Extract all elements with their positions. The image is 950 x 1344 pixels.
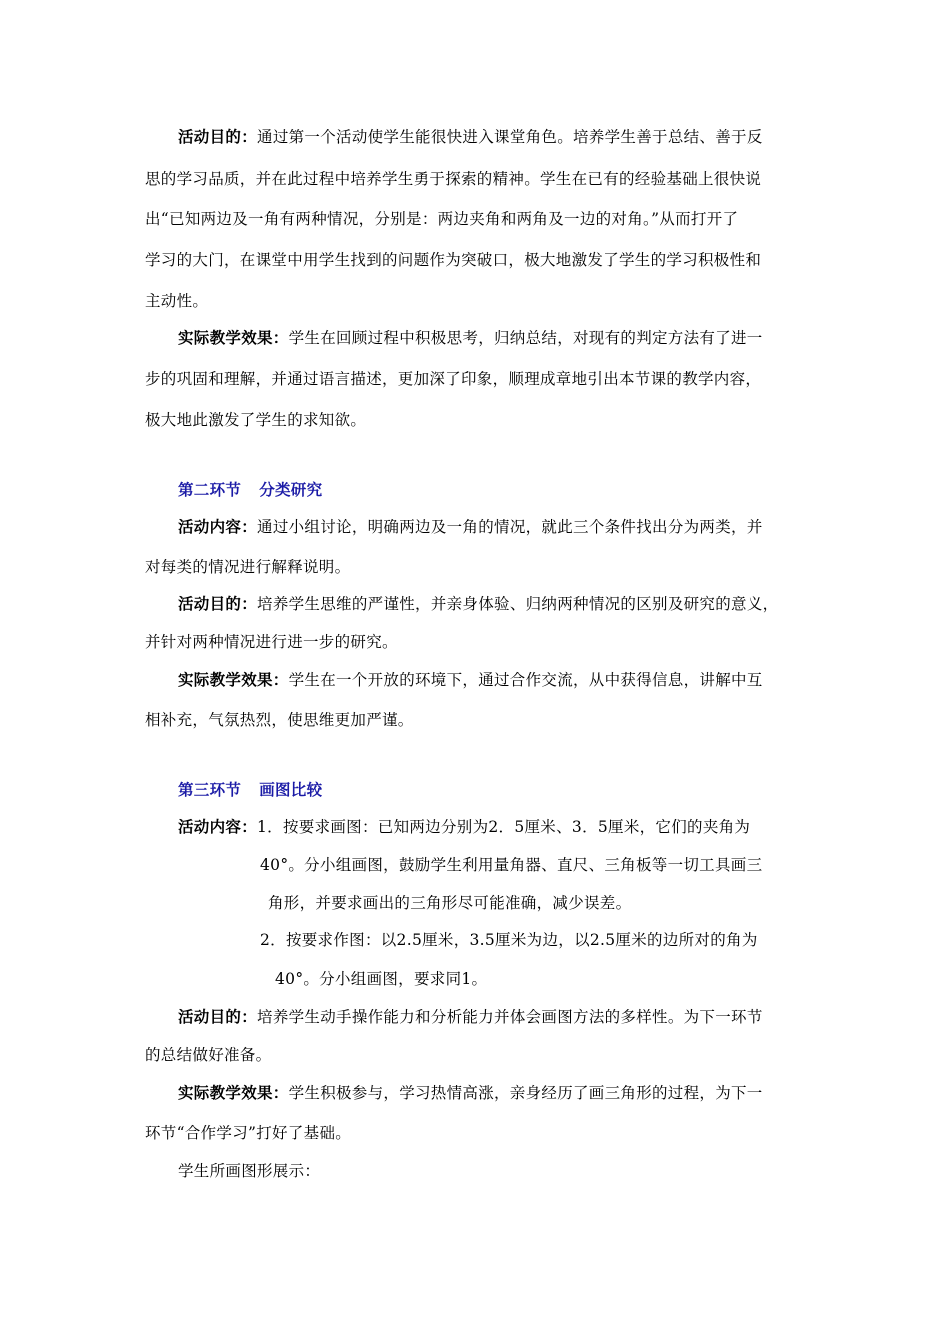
section-title: 分类研究 bbox=[259, 480, 323, 499]
text-line: 并针对两种情况进行进一步的研究。 bbox=[145, 633, 398, 651]
text-line: 环节“合作学习”打好了基础。 bbox=[145, 1124, 352, 1142]
section-part: 第三环节 bbox=[178, 780, 242, 799]
text-line: 学生在回顾过程中积极思考，归纳总结，对现有的判定方法有了进一 bbox=[288, 329, 763, 347]
section-part: 第二环节 bbox=[178, 480, 242, 499]
paragraph-purpose-3 bbox=[178, 1007, 763, 1027]
purpose-label: 活动目的： bbox=[178, 594, 258, 613]
effect-label: 实际教学效果： bbox=[178, 328, 289, 347]
text-line: 对每类的情况进行解释说明。 bbox=[145, 558, 351, 576]
text-line: 40°。分小组画图，要求同1。 bbox=[275, 970, 488, 988]
text-line: 步的巩固和理解，并通过语言描述，更加深了印象，顺理成章地引出本节课的教学内容， bbox=[145, 370, 762, 388]
text-line: 角形，并要求画出的三角形尽可能准确，减少误差。 bbox=[268, 894, 632, 912]
showcase-caption: 学生所画图形展示： bbox=[178, 1162, 321, 1180]
text-line: 培养学生思维的严谨性，并亲身体验、归纳两种情况的区别及研究的意义， bbox=[257, 595, 779, 613]
text-line: 思的学习品质，并在此过程中培养学生勇于探索的精神。学生在已有的经验基础上很快说 bbox=[145, 170, 762, 188]
content-label: 活动内容： bbox=[178, 517, 258, 536]
effect-label: 实际教学效果： bbox=[178, 670, 289, 689]
content-label: 活动内容： bbox=[178, 817, 258, 836]
text-line: 1．按要求画图：已知两边分别为2．5厘米、3．5厘米，它们的夹角为 bbox=[257, 818, 751, 836]
text-line: 学习的大门，在课堂中用学生找到的问题作为突破口，极大地激发了学生的学习积极性和 bbox=[145, 251, 762, 269]
purpose-label: 活动目的： bbox=[178, 127, 258, 146]
text-line: 40°。分小组画图，鼓励学生利用量角器、直尺、三角板等一切工具画三 bbox=[260, 856, 763, 874]
text-line: 出“已知两边及一角有两种情况，分别是：两边夹角和两角及一边的对角。”从而打开了 bbox=[145, 210, 739, 228]
section-heading-3 bbox=[178, 780, 322, 800]
text-line: 学生积极参与，学习热情高涨，亲身经历了画三角形的过程，为下一 bbox=[288, 1084, 763, 1102]
section-heading-2 bbox=[178, 480, 322, 500]
section-title: 画图比较 bbox=[259, 780, 323, 799]
paragraph-purpose-2 bbox=[178, 594, 778, 614]
purpose-label: 活动目的： bbox=[178, 1007, 258, 1026]
text-line: 培养学生动手操作能力和分析能力并体会画图方法的多样性。为下一环节 bbox=[257, 1008, 763, 1026]
paragraph-content-3 bbox=[178, 817, 750, 837]
text-line: 的总结做好准备。 bbox=[145, 1046, 272, 1064]
effect-label: 实际教学效果： bbox=[178, 1083, 289, 1102]
text-line: 通过小组讨论，明确两边及一角的情况，就此三个条件找出分为两类，并 bbox=[257, 518, 763, 536]
text-line: 学生在一个开放的环境下，通过合作交流，从中获得信息，讲解中互 bbox=[288, 671, 763, 689]
text-line: 相补充，气氛热烈，使思维更加严谨。 bbox=[145, 711, 414, 729]
paragraph-effect-2 bbox=[178, 670, 763, 690]
text-line: 通过第一个活动使学生能很快进入课堂角色。培养学生善于总结、善于反 bbox=[257, 128, 763, 146]
paragraph-content-2 bbox=[178, 517, 763, 537]
text-line: 主动性。 bbox=[145, 292, 209, 310]
text-line: 极大地此激发了学生的求知欲。 bbox=[145, 411, 367, 429]
paragraph-purpose-1 bbox=[178, 127, 763, 147]
text-line: 2．按要求作图：以2.5厘米，3.5厘米为边，以2.5厘米的边所对的角为 bbox=[260, 931, 758, 949]
paragraph-effect-3 bbox=[178, 1083, 763, 1103]
paragraph-effect-1 bbox=[178, 328, 763, 348]
